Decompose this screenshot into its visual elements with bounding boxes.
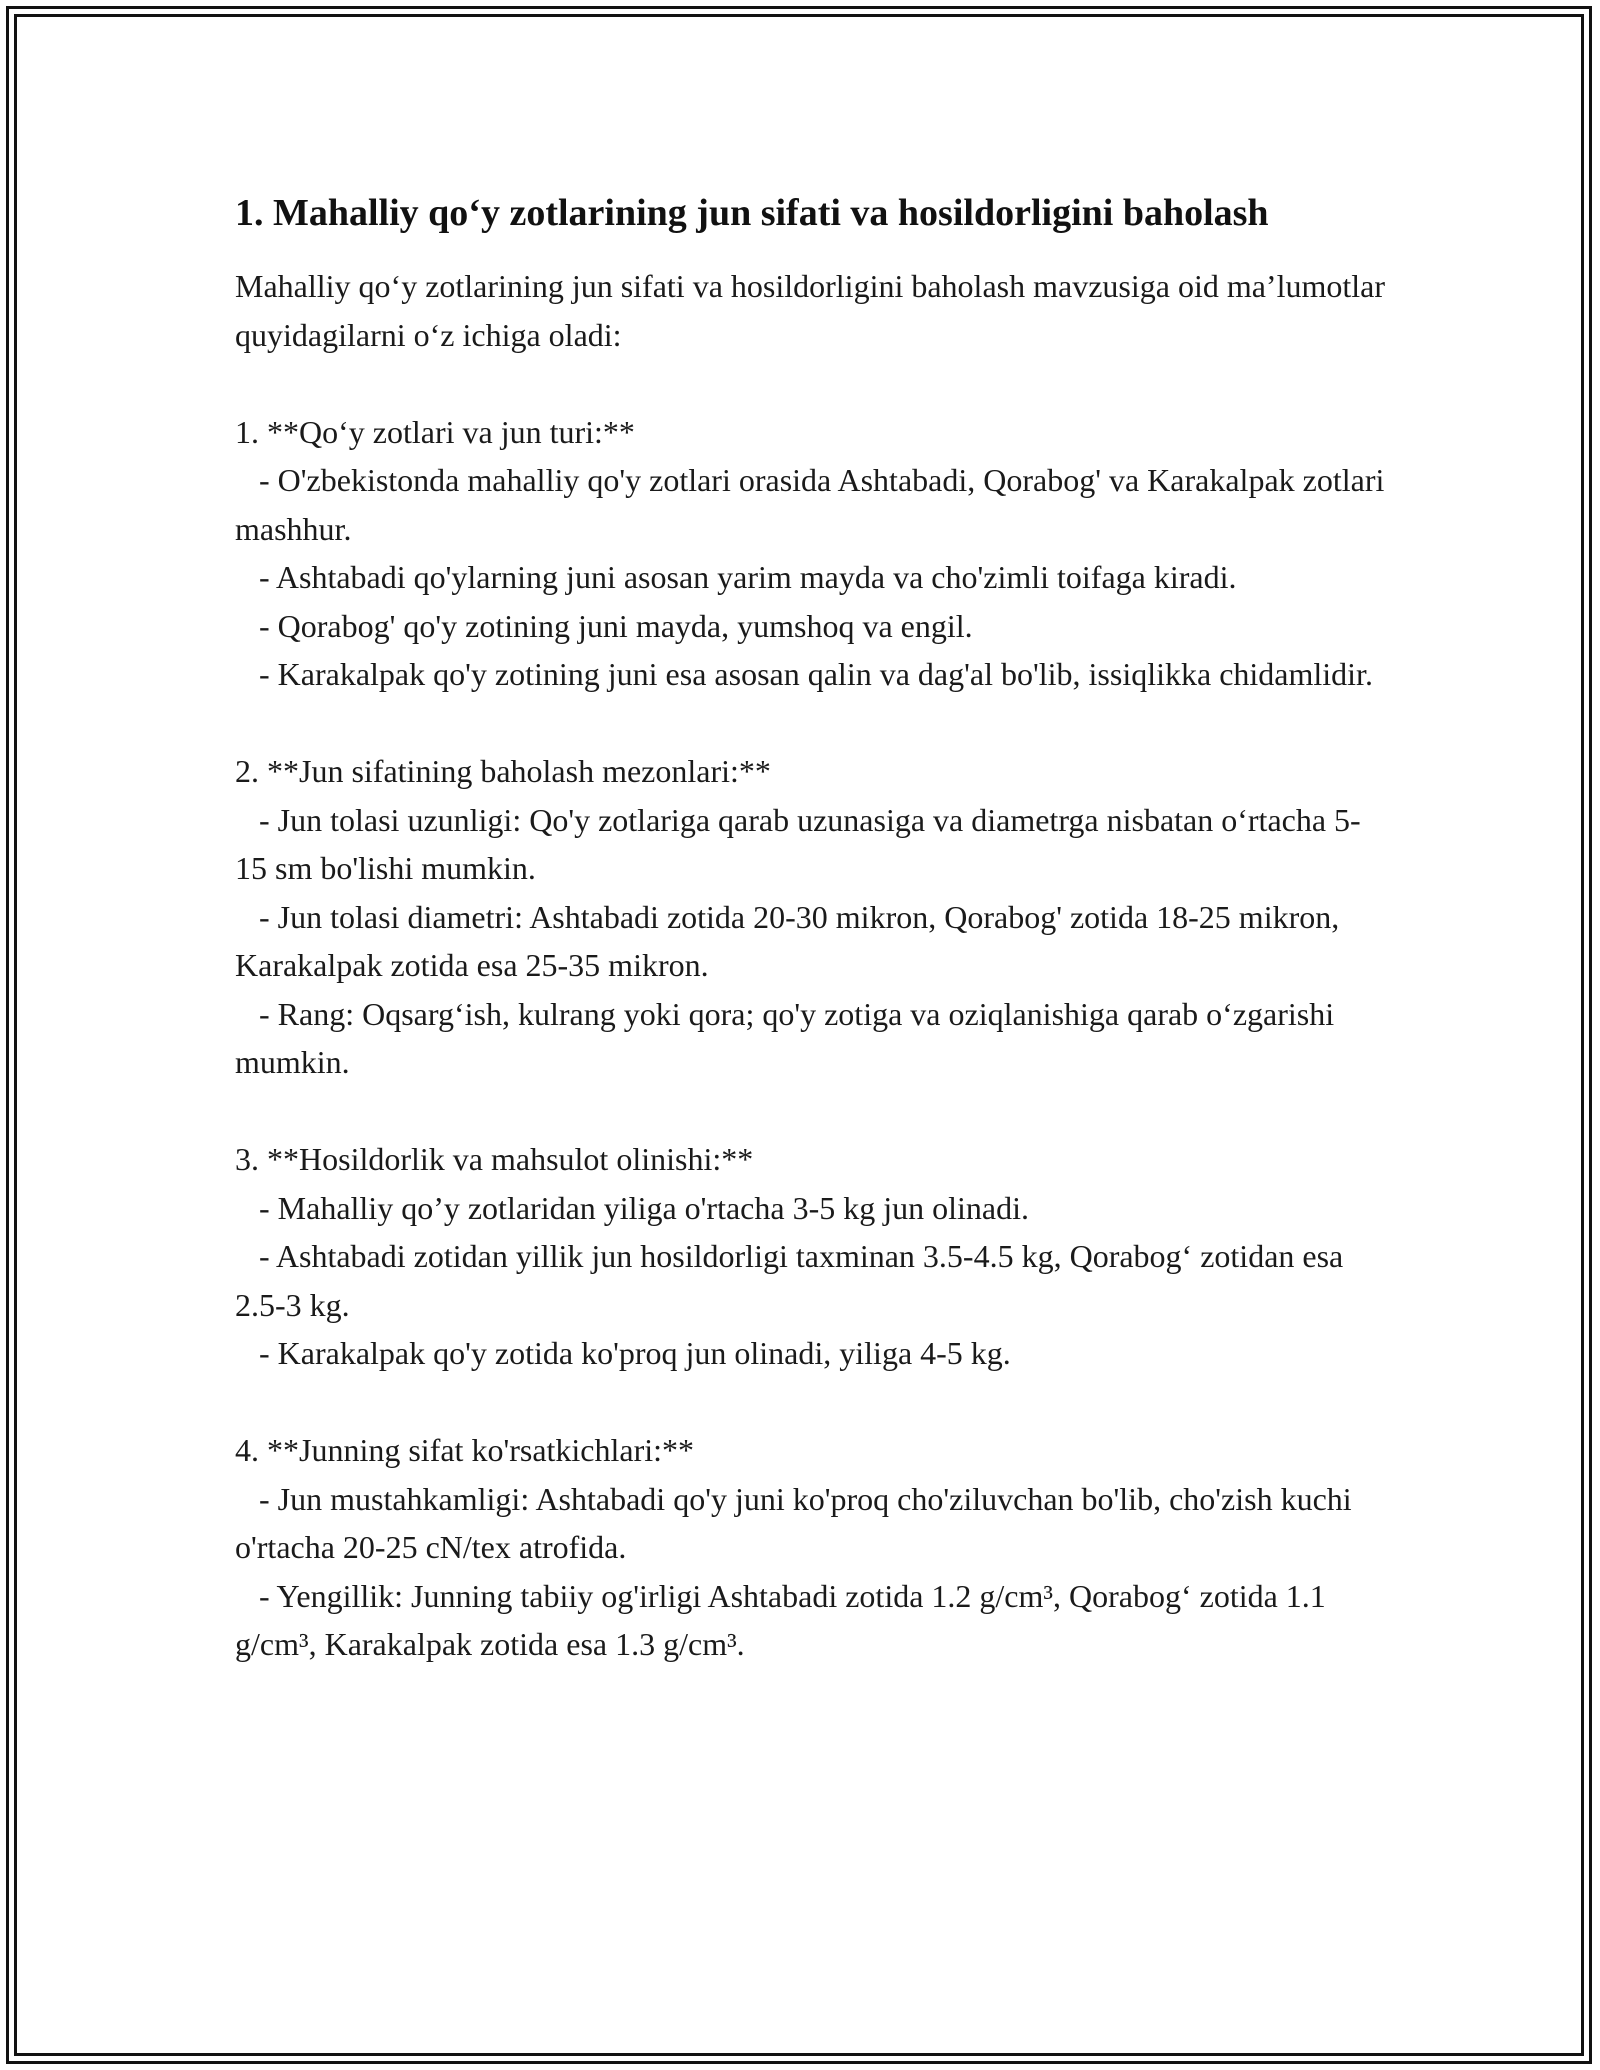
section-heading: 4. **Junning sifat ko'rsatkichlari:**	[235, 1432, 695, 1468]
list-item: - Rang: Oqsarg‘ish, kulrang yoki qora; qo'y zotiga va oziqlanishiga qarab o‘zgarishi mumkin.	[235, 995, 1343, 1080]
section-heading: 1. **Qo‘y zotlari va jun turi:**	[235, 413, 635, 450]
section-heading: 3. **Hosildorlik va mahsulot olinishi:**	[235, 1141, 754, 1177]
intro-paragraph: Mahalliy qo‘y zotlarining jun sifati va hosildorligini baholash mavzusiga oid ma’lumotlar quyidagilarni o‘z ichiga oladi:	[235, 268, 1393, 353]
section-quality-indicators	[235, 1426, 1385, 1669]
list-item: - Karakalpak qo'y zotining juni esa asosan qalin va dag'al bo'lib, issiqlikka chidamlidir.	[235, 656, 1373, 692]
list-item: - Mahalliy qo’y zotlaridan yiliga o'rtacha 3-5 kg jun olinadi.	[235, 1189, 1029, 1226]
document-body	[235, 186, 1393, 1717]
list-item: - Ashtabadi zotidan yillik jun hosildorligi taxminan 3.5-4.5 kg, Qorabog‘ zotidan esa 2.5-3 kg.	[235, 1238, 1352, 1323]
list-item: - Jun mustahkamligi: Ashtabadi qo'y juni ko'proq cho'ziluvchan bo'lib, cho'zish kuchi o'rtacha 20-25 cN/tex atrofida.	[235, 1480, 1360, 1565]
list-item: - O'zbekistonda mahalliy qo'y zotlari orasida Ashtabadi, Qorabog' va Karakalpak zotlari mashhur.	[235, 462, 1393, 547]
section-breeds-wool-type	[235, 408, 1393, 699]
list-item: - Karakalpak qo'y zotida ko'proq jun olinadi, yiliga 4-5 kg.	[235, 1335, 1011, 1371]
list-item: - Qorabog' qo'y zotining juni mayda, yumshoq va engil.	[235, 607, 973, 644]
list-item: - Jun tolasi uzunligi: Qo'y zotlariga qarab uzunasiga va diametrga nisbatan o‘rtacha 5-15 sm bo'lishi mumkin.	[235, 801, 1361, 886]
list-item: - Jun tolasi diametri: Ashtabadi zotida 20-30 mikron, Qorabog' zotida 18-25 mikron, Karakalpak zotida esa 25-35 mikron.	[235, 898, 1348, 983]
section-quality-criteria	[235, 747, 1385, 1087]
page-title: 1. Mahalliy qo‘y zotlarining jun sifati va hosildorligini baholash	[235, 192, 1269, 234]
list-item: - Yengillik: Junning tabiiy og'irligi Ashtabadi zotida 1.2 g/cm³, Qorabog‘ zotida 1.1 g/cm³, Karakalpak zotida esa 1.3 g/cm³.	[235, 1577, 1334, 1662]
list-item: - Ashtabadi qo'ylarning juni asosan yarim mayda va cho'zimli toifaga kiradi.	[235, 559, 1237, 595]
section-heading: 2. **Jun sifatining baholash mezonlari:**	[235, 753, 771, 789]
section-productivity	[235, 1135, 1385, 1378]
